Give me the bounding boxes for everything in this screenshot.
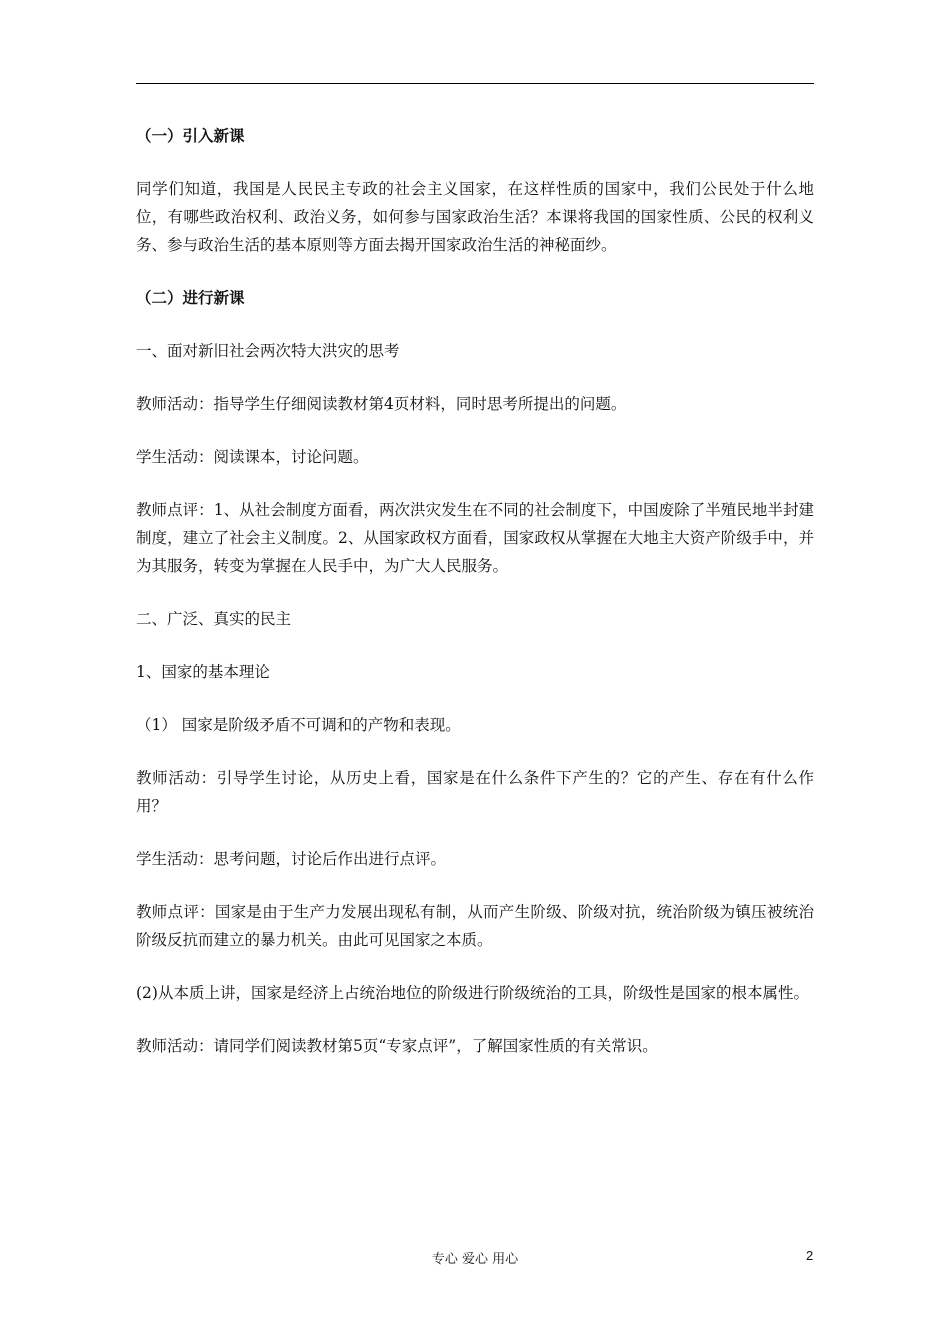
paragraph: 1、国家的基本理论 <box>136 663 270 681</box>
header-rule <box>136 83 814 84</box>
page-body <box>136 122 814 1085</box>
paragraph: 同学们知道，我国是人民民主专政的社会主义国家，在这样性质的国家中，我们公民处于什么地位，有哪些政治权利、政治义务，如何参与国家政治生活？本课将我国的国家性质、公民的权利义务、参与政治生活的基本原则等方面去揭开国家政治生活的神秘面纱。 <box>136 180 814 254</box>
paragraph: (2)从本质上讲，国家是经济上占统治地位的阶级进行阶级统治的工具，阶级性是国家的根本属性。 <box>136 984 809 1002</box>
paragraph: 教师点评：1、从社会制度方面看，两次洪灾发生在不同的社会制度下，中国废除了半殖民地半封建制度，建立了社会主义制度。2、从国家政权方面看，国家政权从掌握在大地主大资产阶级手中，并为其服务，转变为掌握在人民手中，为广大人民服务。 <box>136 501 814 575</box>
footer-slogan: 专心 爱心 用心 <box>431 1252 519 1267</box>
paragraph: 教师活动：引导学生讨论，从历史上看，国家是在什么条件下产生的？它的产生、存在有什么作用？ <box>136 769 814 815</box>
section-heading: （二）进行新课 <box>136 288 245 307</box>
paragraph: 二、广泛、真实的民主 <box>136 610 292 628</box>
paragraph: 一、面对新旧社会两次特大洪灾的思考 <box>136 342 400 360</box>
paragraph: （1） 国家是阶级矛盾不可调和的产物和表现。 <box>136 716 461 734</box>
paragraph: 教师活动：请同学们阅读教材第5页“专家点评”，了解国家性质的有关常识。 <box>136 1037 658 1055</box>
paragraph: 学生活动：思考问题，讨论后作出进行点评。 <box>136 850 447 868</box>
paragraph: 学生活动：阅读课本，讨论问题。 <box>136 448 369 466</box>
paragraph: 教师点评：国家是由于生产力发展出现私有制，从而产生阶级、阶级对抗，统治阶级为镇压被统治阶级反抗而建立的暴力机关。由此可见国家之本质。 <box>136 903 814 949</box>
section-heading: （一）引入新课 <box>136 126 245 145</box>
paragraph: 教师活动：指导学生仔细阅读教材第4页材料，同时思考所提出的问题。 <box>136 395 627 413</box>
page-number: 2 <box>806 1248 814 1263</box>
